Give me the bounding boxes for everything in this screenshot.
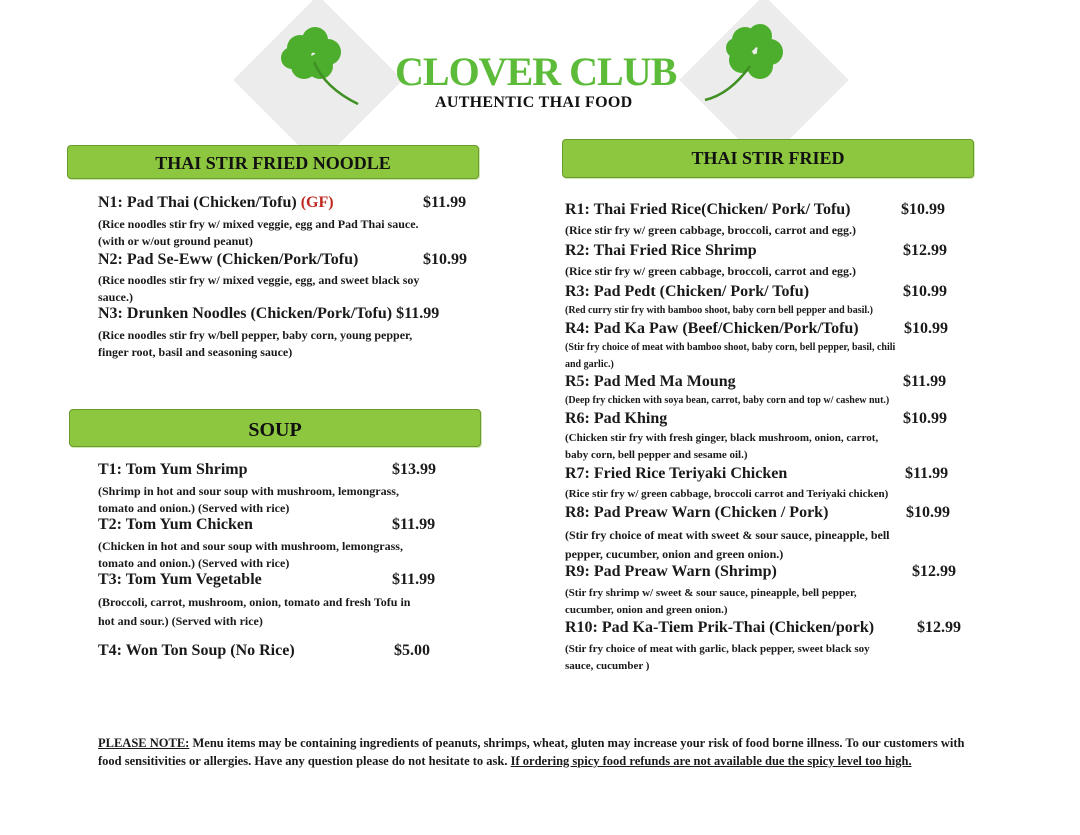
menu-item-name: R6: Pad Khing (565, 410, 668, 427)
menu-item-price: $11.99 (423, 194, 467, 211)
menu-item-description: (Rice noodles stir fry w/bell pepper, baby corn, young pepper, finger root, basil and seasoning sauce) (98, 328, 413, 359)
menu-item-name: N1: Pad Thai (Chicken/Tofu) (GF) (98, 194, 334, 211)
menu-item-name: R4: Pad Ka Paw (Beef/Chicken/Pork/Tofu) (565, 320, 859, 337)
menu-item-price: $5.00 (394, 642, 430, 659)
menu-item-name: R1: Thai Fried Rice(Chicken/ Pork/ Tofu) (565, 201, 851, 218)
menu-item-name: R3: Pad Pedt (Chicken/ Pork/ Tofu) (565, 283, 810, 300)
section-header-soup: SOUP (69, 409, 481, 447)
menu-item-name: N2: Pad Se-Eww (Chicken/Pork/Tofu) (98, 251, 359, 268)
menu-item-description: (Rice stir fry w/ green cabbage, broccoli carrot and Teriyaki chicken) (565, 488, 889, 500)
menu-item-name: N3: Drunken Noodles (Chicken/Pork/Tofu) $11.99 (98, 305, 440, 322)
menu-item-description: (Chicken in hot and sour soup with mushroom, lemongrass, tomato and onion.) (Served with rice) (98, 539, 403, 570)
menu-item-name: R2: Thai Fried Rice Shrimp (565, 242, 757, 259)
menu-item-price: $13.99 (392, 461, 436, 478)
menu-item-description: (Shrimp in hot and sour soup with mushroom, lemongrass, tomato and onion.) (Served with rice) (98, 484, 399, 515)
note-text: Menu items may be containing ingredients of peanuts, shrimps, wheat, gluten may increase your risk of food borne illness. To our customers with food sensitivities or allergies. Have any question please do not hesitate to ask. (98, 736, 965, 768)
menu-item-name: R9: Pad Preaw Warn (Shrimp) (565, 563, 777, 580)
menu-item-price: $10.99 (903, 283, 947, 300)
menu-item-price: $11.99 (392, 516, 436, 533)
menu-item-description: (Deep fry chicken with soya bean, carrot, baby corn and top w/ cashew nut.) (565, 395, 890, 406)
menu-item-name: T1: Tom Yum Shrimp (98, 461, 248, 478)
menu-item-price: $11.99 (392, 571, 436, 588)
menu-item-name: T4: Won Ton Soup (No Rice) (98, 642, 295, 659)
section-header-noodle: THAI STIR FRIED NOODLE (67, 145, 479, 179)
menu-item-name: T3: Tom Yum Vegetable (98, 571, 262, 588)
menu-item-description: (Stir fry shrimp w/ sweet & sour sauce, pineapple, bell pepper, cucumber, onion and green onion.) (565, 587, 857, 616)
menu-item-price: $11.99 (903, 373, 947, 390)
menu-item-price: $11.99 (905, 465, 949, 482)
menu-item-price: $12.99 (903, 242, 947, 259)
menu-item-description: (Red curry stir fry with bamboo shoot, baby corn bell pepper and basil.) (565, 305, 873, 316)
menu-item-price: $11.99 (396, 305, 440, 322)
menu-item-price: $10.99 (903, 410, 947, 427)
gluten-free-badge: (GF) (300, 194, 334, 211)
section-header-fried: THAI STIR FRIED (562, 139, 974, 178)
menu-item-price: $10.99 (906, 504, 950, 521)
menu-item-description: (Rice stir fry w/ green cabbage, broccoli, carrot and egg.) (565, 223, 857, 237)
clover-icon (270, 26, 365, 111)
menu-item-description: (Broccoli, carrot, mushroom, onion, tomato and fresh Tofu in hot and sour.) (Served with rice) (98, 595, 411, 628)
menu-item-price: $10.99 (904, 320, 948, 337)
menu-item-name: T2: Tom Yum Chicken (98, 516, 253, 533)
menu-item-name: R7: Fried Rice Teriyaki Chicken (565, 465, 788, 482)
menu-item-price: $10.99 (901, 201, 945, 218)
menu-item-description: (Rice stir fry w/ green cabbage, broccoli, carrot and egg.) (565, 264, 857, 278)
menu-item-description: (Rice noodles stir fry w/ mixed veggie, egg and Pad Thai sauce. (with or w/out ground peanut) (98, 217, 419, 248)
menu-item-price: $12.99 (912, 563, 956, 580)
menu-item-name: R8: Pad Preaw Warn (Chicken / Pork) (565, 504, 829, 521)
restaurant-title: CLOVER CLUB (395, 49, 677, 94)
restaurant-subtitle: AUTHENTIC THAI FOOD (435, 94, 633, 111)
menu-item-description: (Stir fry choice of meat with bamboo shoot, baby corn, bell pepper, basil, chili and garlic.) (565, 342, 896, 370)
menu-item-price: $12.99 (917, 619, 961, 636)
menu-item-name: R10: Pad Ka-Tiem Prik-Thai (Chicken/pork) (565, 619, 875, 636)
menu-item-price: $10.99 (423, 251, 467, 268)
note-warning: If ordering spicy food refunds are not available due the spicy level too high. (510, 753, 912, 768)
menu-item-description: (Rice noodles stir fry w/ mixed veggie, egg, and sweet black soy sauce.) (98, 273, 420, 304)
menu-item-description: (Stir fry choice of meat with garlic, black pepper, sweet black soy sauce, cucumber ) (565, 643, 870, 672)
menu-item-name: R5: Pad Med Ma Moung (565, 373, 736, 390)
menu-item-description: (Chicken stir fry with fresh ginger, black mushroom, onion, carrot, baby corn, bell pepper and sesame oil.) (565, 432, 879, 461)
note-label: PLEASE NOTE: (98, 736, 190, 750)
menu-item-description: (Stir fry choice of meat with sweet & sour sauce, pineapple, bell pepper, cucumber, onion and green onion.) (565, 528, 890, 561)
clover-icon (700, 22, 795, 107)
allergy-note (98, 735, 988, 770)
